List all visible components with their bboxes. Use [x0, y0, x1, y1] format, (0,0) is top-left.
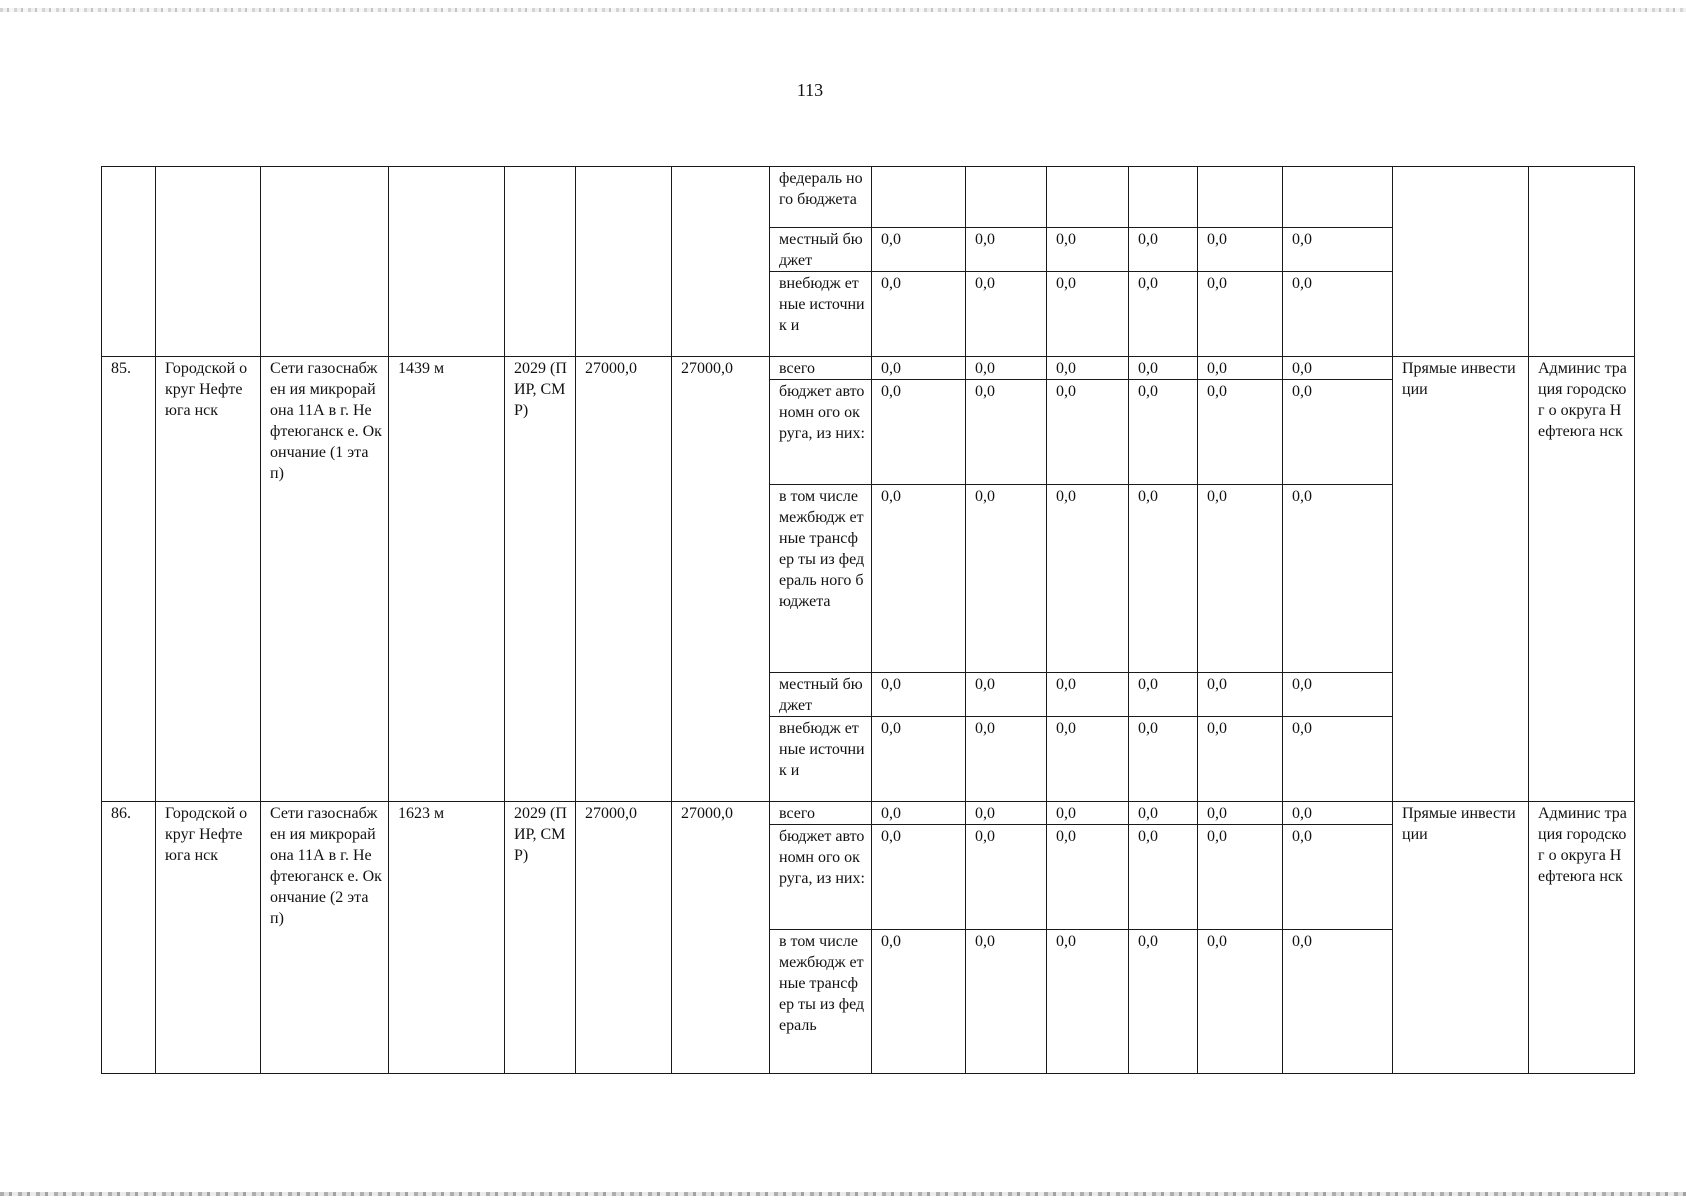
- value-cell: 0,0: [1047, 380, 1129, 485]
- capacity-cell: 1439 м: [389, 357, 505, 802]
- value-cell: 0,0: [1283, 825, 1393, 930]
- value-cell: 0,0: [872, 673, 966, 717]
- value-cell: 0,0: [1047, 485, 1129, 673]
- value-cell: 0,0: [1047, 228, 1129, 272]
- value-cell: 0,0: [966, 485, 1047, 673]
- value-cell: [1198, 167, 1283, 228]
- value-cell: 0,0: [1047, 717, 1129, 802]
- value-cell: [1047, 167, 1129, 228]
- value-cell: 0,0: [1129, 380, 1198, 485]
- funding-source: бюджет автономн ого округа, из них:: [770, 380, 872, 485]
- number-cell: 86.: [102, 802, 156, 1074]
- funding-source: всего: [770, 357, 872, 380]
- value-cell: 0,0: [1047, 825, 1129, 930]
- funding-source: в том числе межбюдж етные трансфер ты из федераль: [770, 930, 872, 1074]
- page-number: 113: [796, 80, 824, 100]
- value-cell: 0,0: [1047, 673, 1129, 717]
- object-cell: [261, 167, 389, 357]
- value-cell: 0,0: [1129, 825, 1198, 930]
- scan-edge-bottom: [0, 1192, 1686, 1196]
- value-cell: 0,0: [1198, 825, 1283, 930]
- value-cell: 0,0: [1129, 272, 1198, 357]
- municipality-cell: Городской округ Нефтеюга нск: [156, 802, 261, 1074]
- investment-form-cell: [1393, 167, 1529, 357]
- funding-source: внебюдж етные источник и: [770, 717, 872, 802]
- value-cell: 0,0: [872, 272, 966, 357]
- responsible-cell: Админис трация городског о округа Нефтеюга нск: [1529, 357, 1635, 802]
- value-cell: 0,0: [1047, 930, 1129, 1074]
- value-cell: 0,0: [1047, 272, 1129, 357]
- value-cell: 0,0: [872, 802, 966, 825]
- value-cell: [1283, 167, 1393, 228]
- value-cell: 0,0: [872, 485, 966, 673]
- value-cell: 0,0: [872, 930, 966, 1074]
- number-cell: [102, 167, 156, 357]
- value-cell: 0,0: [1198, 802, 1283, 825]
- value-cell: 0,0: [1198, 485, 1283, 673]
- value-cell: 0,0: [1198, 930, 1283, 1074]
- number-cell: 85.: [102, 357, 156, 802]
- value-cell: 0,0: [1198, 357, 1283, 380]
- value-cell: 0,0: [1283, 272, 1393, 357]
- value-cell: 0,0: [1198, 228, 1283, 272]
- value-cell: 0,0: [1283, 357, 1393, 380]
- remaining-cell: [672, 167, 770, 357]
- value-cell: 0,0: [1129, 717, 1198, 802]
- funding-source: в том числе межбюдж етные трансфер ты из федераль ного бюджета: [770, 485, 872, 673]
- value-cell: 0,0: [966, 357, 1047, 380]
- value-cell: [966, 167, 1047, 228]
- funding-source: местный бюджет: [770, 228, 872, 272]
- value-cell: 0,0: [966, 272, 1047, 357]
- value-cell: 0,0: [1047, 802, 1129, 825]
- value-cell: 0,0: [1283, 485, 1393, 673]
- municipality-cell: [156, 167, 261, 357]
- value-cell: 0,0: [966, 228, 1047, 272]
- funding-source: федераль ного бюджета: [770, 167, 872, 228]
- year-cell: 2029 (ПИР, СМР): [505, 357, 576, 802]
- cost-cell: 27000,0: [576, 357, 672, 802]
- municipality-cell: Городской округ Нефтеюга нск: [156, 357, 261, 802]
- value-cell: 0,0: [872, 228, 966, 272]
- value-cell: 0,0: [966, 380, 1047, 485]
- value-cell: 0,0: [872, 825, 966, 930]
- value-cell: 0,0: [1283, 930, 1393, 1074]
- value-cell: 0,0: [1283, 380, 1393, 485]
- value-cell: 0,0: [1129, 930, 1198, 1074]
- value-cell: 0,0: [872, 717, 966, 802]
- responsible-cell: Админис трация городског о округа Нефтеюга нск: [1529, 802, 1635, 1074]
- object-cell: Сети газоснабжен ия микрорайона 11А в г. Нефтеюганск е. Окончание (1 этап): [261, 357, 389, 802]
- value-cell: [872, 167, 966, 228]
- investment-form-cell: Прямые инвестиции: [1393, 357, 1529, 802]
- value-cell: [1129, 167, 1198, 228]
- value-cell: 0,0: [966, 717, 1047, 802]
- responsible-cell: [1529, 167, 1635, 357]
- value-cell: 0,0: [966, 825, 1047, 930]
- value-cell: 0,0: [966, 930, 1047, 1074]
- investment-table: [101, 166, 1635, 1074]
- investment-form-cell: Прямые инвестиции: [1393, 802, 1529, 1074]
- year-cell: 2029 (ПИР, СМР): [505, 802, 576, 1074]
- table-row: [102, 357, 1635, 380]
- value-cell: 0,0: [1129, 485, 1198, 673]
- value-cell: 0,0: [1129, 357, 1198, 380]
- value-cell: 0,0: [872, 380, 966, 485]
- value-cell: 0,0: [1129, 673, 1198, 717]
- value-cell: 0,0: [1047, 357, 1129, 380]
- object-cell: Сети газоснабжен ия микрорайона 11А в г. Нефтеюганск е. Окончание (2 этап): [261, 802, 389, 1074]
- table-row: [102, 802, 1635, 825]
- year-cell: [505, 167, 576, 357]
- cost-cell: [576, 167, 672, 357]
- value-cell: 0,0: [966, 802, 1047, 825]
- funding-source: внебюдж етные источник и: [770, 272, 872, 357]
- remaining-cell: 27000,0: [672, 357, 770, 802]
- value-cell: 0,0: [1129, 802, 1198, 825]
- table-row: [102, 167, 1635, 228]
- value-cell: 0,0: [966, 673, 1047, 717]
- value-cell: 0,0: [872, 357, 966, 380]
- scan-edge-top: [0, 8, 1686, 12]
- value-cell: 0,0: [1283, 228, 1393, 272]
- funding-source: местный бюджет: [770, 673, 872, 717]
- value-cell: 0,0: [1198, 380, 1283, 485]
- capacity-cell: [389, 167, 505, 357]
- value-cell: 0,0: [1198, 717, 1283, 802]
- value-cell: 0,0: [1129, 228, 1198, 272]
- value-cell: 0,0: [1198, 272, 1283, 357]
- funding-source: всего: [770, 802, 872, 825]
- value-cell: 0,0: [1283, 673, 1393, 717]
- value-cell: 0,0: [1283, 802, 1393, 825]
- cost-cell: 27000,0: [576, 802, 672, 1074]
- funding-source: бюджет автономн ого округа, из них:: [770, 825, 872, 930]
- remaining-cell: 27000,0: [672, 802, 770, 1074]
- capacity-cell: 1623 м: [389, 802, 505, 1074]
- value-cell: 0,0: [1198, 673, 1283, 717]
- value-cell: 0,0: [1283, 717, 1393, 802]
